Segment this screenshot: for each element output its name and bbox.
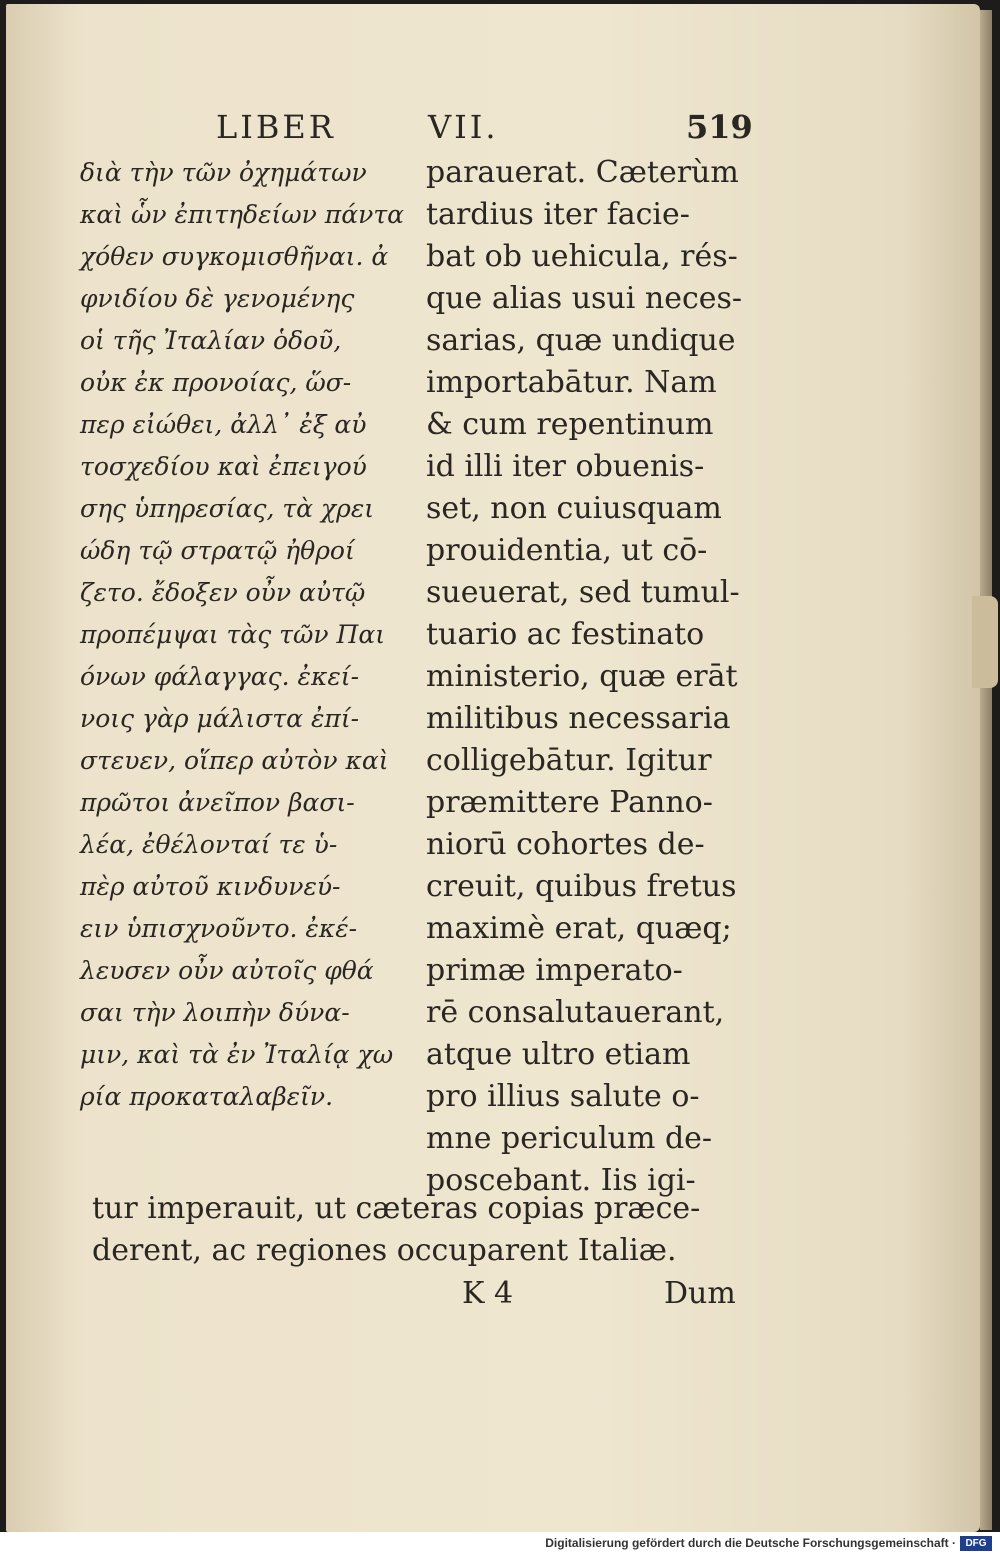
greek-line: στευεν, οἵπερ αὐτὸν καὶ: [80, 746, 389, 775]
greek-line: σαι τὴν λοιπὴν δύνα-: [80, 998, 350, 1027]
catchword: Dum: [664, 1276, 736, 1311]
greek-line: νοις γὰρ μάλιστα ἐπί-: [80, 704, 360, 733]
latin-line: tuario ac festinato: [426, 617, 705, 652]
digitization-footer: [0, 1532, 1000, 1556]
latin-line: pro illius salute o-: [426, 1079, 700, 1114]
latin-line: sarias, quæ undique: [426, 323, 736, 358]
latin-line: colligebātur. Igitur: [426, 743, 712, 778]
latin-line: militibus necessaria: [426, 701, 731, 736]
footer-credit: Digitalisierung gefördert durch die Deutsche Forschungsgemeinschaft ·: [545, 1536, 956, 1550]
greek-line: οἱ τῆς Ἰταλίαν ὁδοῦ,: [80, 326, 342, 355]
greek-line: καὶ ὧν ἐπιτηδείων πάντα: [80, 200, 405, 229]
latin-line: maximè erat, quæq;: [426, 911, 732, 946]
greek-line: τοσχεδίου καὶ ἐπειγού: [80, 452, 367, 481]
greek-line: πρῶτοι ἀνεῖπον βασι-: [80, 788, 355, 817]
greek-line: λευσεν οὖν αὐτοῖς φθά: [80, 956, 374, 985]
greek-line: ρία προκαταλαβεῖν.: [80, 1082, 334, 1111]
greek-line: σης ὑπηρεσίας, τὰ χρει: [80, 494, 375, 523]
greek-line: πὲρ αὐτοῦ κινδυνεύ-: [80, 872, 341, 901]
latin-line: set, non cuiusquam: [426, 491, 722, 526]
latin-column: [426, 152, 756, 1202]
dfg-logo: DFG: [960, 1536, 992, 1551]
greek-line: ώδη τῷ στρατῷ ἠθροί: [80, 536, 355, 565]
latin-line: & cum repentinum: [426, 407, 714, 442]
greek-line: λέα, ἐθέλονταί τε ὑ-: [80, 830, 338, 859]
signature-mark: K 4: [462, 1276, 514, 1311]
greek-line: ειν ὑπισχνοῦντο. ἐκέ-: [80, 914, 358, 943]
full-width-line: tur imperauit, ut cæteras copias præce-: [92, 1191, 701, 1226]
greek-line: προπέμψαι τὰς τῶν Παι: [80, 620, 386, 649]
latin-line: mne periculum de-: [426, 1121, 713, 1156]
full-width-text: [92, 1188, 772, 1272]
latin-line: prouidentia, ut cō-: [426, 533, 708, 568]
latin-line: importabātur. Nam: [426, 365, 717, 400]
running-head-left: LIBER: [216, 108, 336, 146]
latin-line: primæ imperato-: [426, 953, 683, 988]
latin-line: præmittere Panno-: [426, 785, 713, 820]
latin-line: id illi iter obuenis-: [426, 449, 705, 484]
greek-line: φνιδίου δὲ γενομένης: [80, 284, 355, 313]
running-head-center: VII.: [428, 108, 499, 146]
latin-line: rē consalutauerant,: [426, 995, 725, 1030]
greek-line: χόθεν συγκομισθῆναι. ἀ: [80, 242, 389, 271]
greek-line: όνων φάλαγγας. ἐκεί-: [80, 662, 360, 691]
greek-column: [80, 152, 410, 1118]
latin-line: bat ob uehicula, rés-: [426, 239, 738, 274]
latin-line: parauerat. Cæterùm: [426, 155, 739, 190]
greek-line: οὐκ ἐκ προνοίας, ὥσ-: [80, 368, 352, 397]
latin-line: sueuerat, sed tumul-: [426, 575, 740, 610]
latin-line: tardius iter facie-: [426, 197, 690, 232]
latin-line: creuit, quibus fretus: [426, 869, 737, 904]
greek-line: μιν, καὶ τὰ ἐν Ἰταλίᾳ χω: [80, 1040, 394, 1069]
full-width-line: derent, ac regiones occuparent Italiæ.: [92, 1233, 677, 1268]
latin-line: atque ultro etiam: [426, 1037, 691, 1072]
greek-line: περ εἰώθει, ἀλλ᾽ ἐξ αὐ: [80, 410, 367, 439]
greek-line: διὰ τὴν τῶν ὀχημάτων: [80, 158, 367, 187]
page-edge: [980, 10, 992, 1530]
greek-line: ζετο. ἔδοξεν οὖν αὐτῷ: [80, 578, 366, 607]
latin-line: niorū cohortes de-: [426, 827, 705, 862]
latin-line: ministerio, quæ erāt: [426, 659, 738, 694]
latin-line: poscebant. Iis igi-: [426, 1163, 696, 1198]
latin-line: que alias usui neces-: [426, 281, 743, 316]
bookmark-tab: [972, 596, 998, 688]
page-number: 519: [686, 108, 753, 146]
